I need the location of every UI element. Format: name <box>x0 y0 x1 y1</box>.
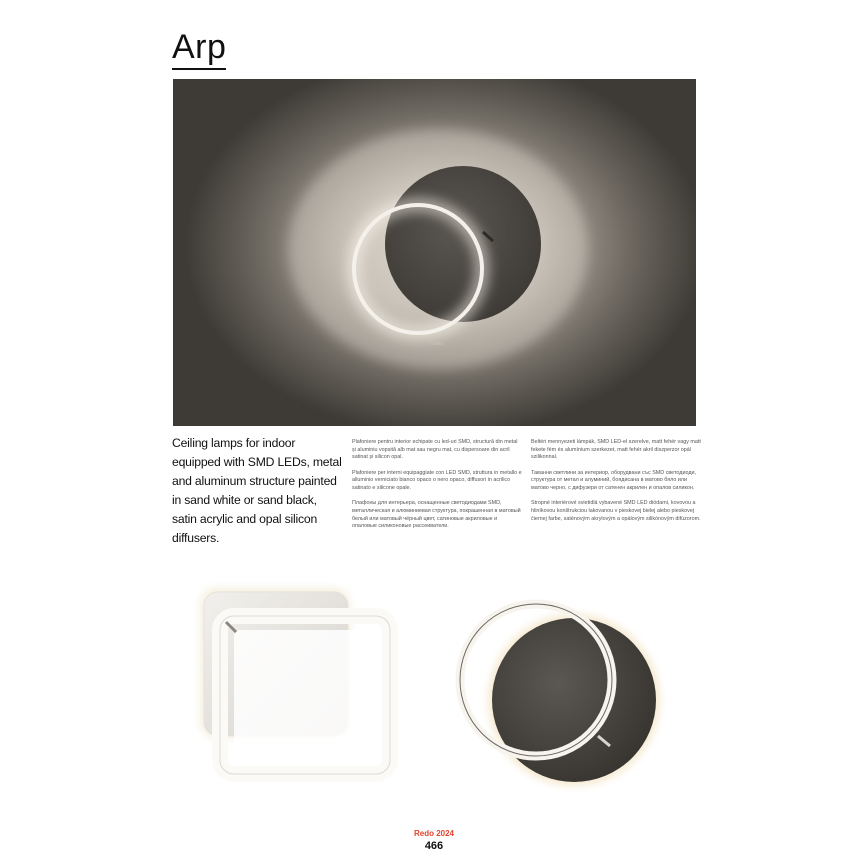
image-caption: IT.SMD <box>430 341 444 346</box>
product-image-square-white <box>190 580 410 790</box>
description-it: Plafoniere per interni equipaggiate con LED SMD, struttura in metallo e alluminio verniciato bianco opaco o nero opaco, diffusori in acrilico satinato e silicone opale. <box>352 469 522 492</box>
product-title: Arp <box>172 30 226 70</box>
description-ro: Plafoniere pentru interior echipate cu led-uri SMD, structură din metal și aluminiu vopsită alb mat sau negru mat, cu dispersoare din acril satinat și silicon opal. <box>352 439 518 461</box>
lead-description: Ceiling lamps for indoor equipped with SMD LEDs, metal and aluminum structure painted in sand white or sand black, satin acrylic and opal silicon diffusers. <box>172 436 342 545</box>
product-image-round-black <box>448 590 668 800</box>
description-sk: Stropné interiérové svietidlá vybavené SMD LED diódami, kovovou a hliníkovou konštrukciou lakovanou v pieskovej bielej alebo pieskovej čiernej farbe, saténovým akrylovým a opálovým silikónovým difúzorom. <box>531 500 701 522</box>
description-column-1 <box>352 439 522 539</box>
description-bg: Таванни светлини за интериор, оборудвани със SMD светодиоди, структура от метал и алуминий, боядисана в матово бяло или матово черно, с дифузери от сатенен акрилен и опалов силикон. <box>531 469 696 492</box>
page-number: 466 <box>424 840 444 852</box>
hero-photo <box>173 79 696 426</box>
description-column-2 <box>531 439 701 531</box>
footer-brand: Redo 2024 <box>413 829 455 838</box>
description-hu: Beltéri mennyezeti lámpák, SMD LED-el szerelve, matt fehér vagy matt fekete fém és alumínium szerkezet, matt fehér akril diszperzor opál szilikonnal. <box>531 439 701 461</box>
lamp-illustration <box>173 79 696 426</box>
description-ru: Плафоны для интерьера, оснащенные светодиодами SMD, металлическая и алюминиевая структура, покрашенная в матовый белый или матовый чёрный цвет, сатиновые акриловые и опаловые силиконовые рассеиватели. <box>352 500 521 530</box>
